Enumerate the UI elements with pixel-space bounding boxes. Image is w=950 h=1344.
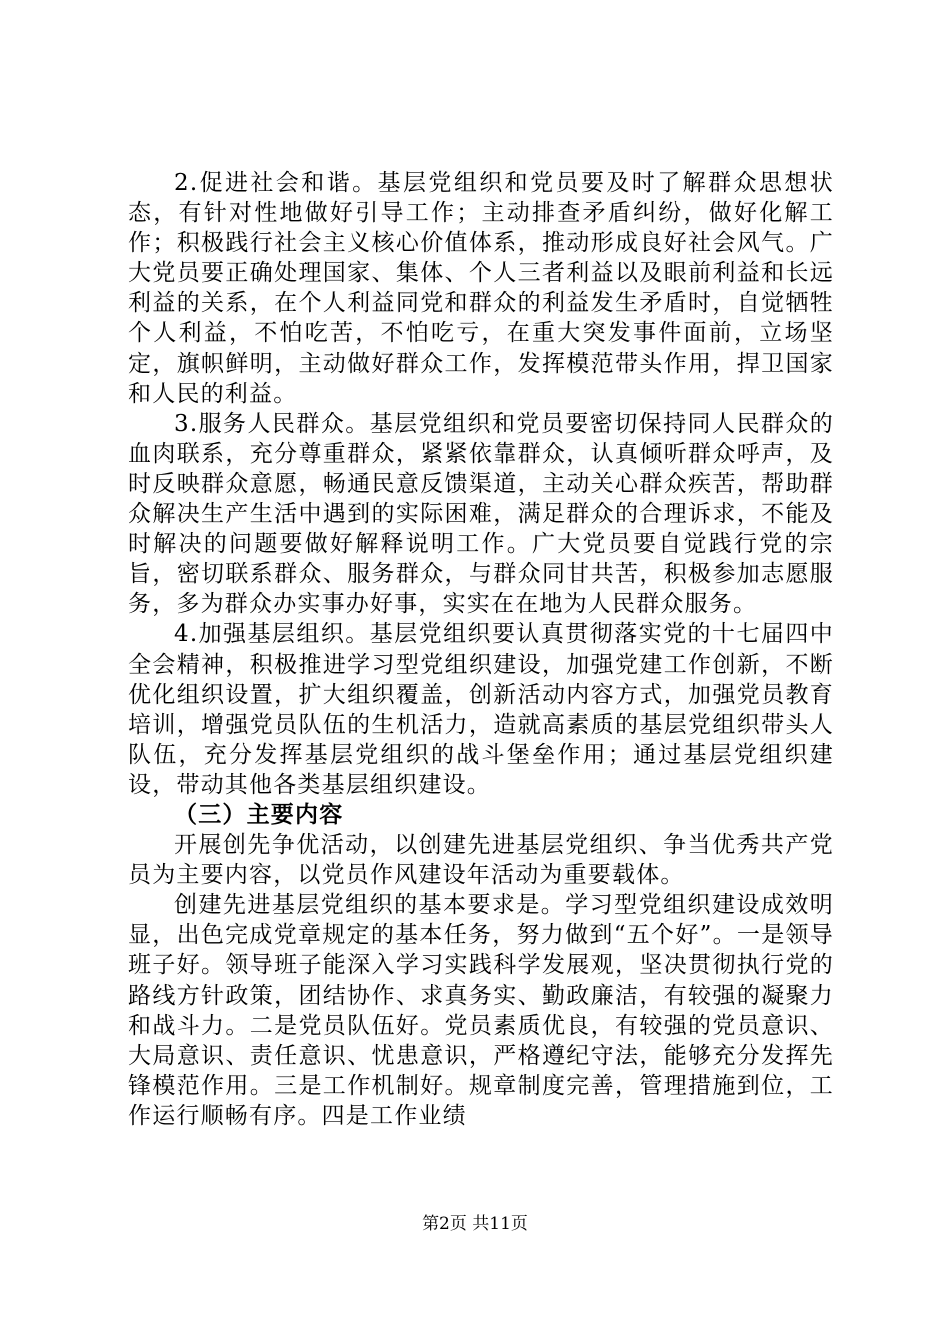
paragraph-promote-harmony: 2.促进社会和谐。基层党组织和党员要及时了解群众思想状态，有针对性地做好引导工作；主动排查矛盾纠纷，做好化解工作；积极践行社会主义核心价值体系，推动形成良好社会风气。广大党员要正确处理国家、集体、个人三者利益以及眼前利益和长远利益的关系，在个人利益同党和群众的利益发生矛盾时，自觉牺牲个人利益，不怕吃苦，不怕吃亏，在重大突发事件面前，立场坚定，旗帜鲜明，主动做好群众工作，发挥模范带头作用，捍卫国家和人民的利益。 [128, 170, 834, 407]
page-number-footer: 第2页 共11页 [422, 1214, 528, 1234]
paragraph-activity-overview: 开展创先争优活动，以创建先进基层党组织、争当优秀共产党员为主要内容，以党员作风建设年活动为重要载体。 [128, 832, 834, 889]
section-heading-main-content: （三）主要内容 [174, 801, 344, 828]
document-body [128, 168, 834, 1131]
paragraph-serve-people: 3.服务人民群众。基层党组织和党员要密切保持同人民群众的血肉联系，充分尊重群众，紧紧依靠群众，认真倾听群众呼声，及时反映群众意愿，畅通民意反馈渠道，主动关心群众疾苦，帮助群众解决生产生活中遇到的实际困难，满足群众的合理诉求，不能及时解决的问题要做好解释说明工作。广大党员要自觉践行党的宗旨，密切联系群众、服务群众，与群众同甘共苦，积极参加志愿服务，多为群众办实事办好事，实实在在地为人民群众服务。 [128, 410, 834, 618]
paragraph-basic-requirements: 创建先进基层党组织的基本要求是。学习型党组织建设成效明显，出色完成党章规定的基本任务，努力做到“五个好”。一是领导班子好。领导班子能深入学习实践科学发展观，坚决贯彻执行党的路线方针政策，团结协作、求真务实、勤政廉洁，有较强的凝聚力和战斗力。二是党员队伍好。党员素质优良，有较强的党员意识、大局意识、责任意识、忧患意识，严格遵纪守法，能够充分发挥先锋模范作用。三是工作机制好。规章制度完善，管理措施到位，工作运行顺畅有序。四是工作业绩 [128, 892, 834, 1129]
paragraph-strengthen-organization: 4.加强基层组织。基层党组织要认真贯彻落实党的十七届四中全会精神，积极推进学习型党组织建设，加强党建工作创新，不断优化组织设置，扩大组织覆盖，创新活动内容方式，加强党员教育培训，增强党员队伍的生机活力，造就高素质的基层党组织带头人队伍，充分发挥基层党组织的战斗堡垒作用；通过基层党组织建设，带动其他各类基层组织建设。 [128, 621, 834, 798]
